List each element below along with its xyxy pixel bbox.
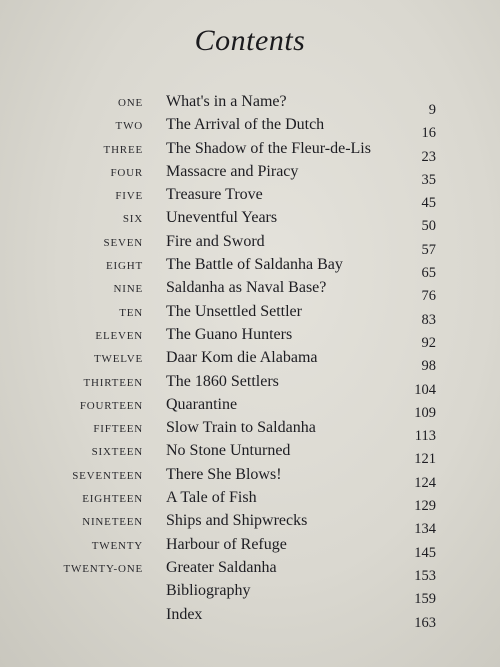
toc-entry — [0, 140, 500, 163]
chapter-number: TWENTY-ONE — [63, 562, 143, 575]
toc-entry — [0, 396, 500, 419]
page-number: 145 — [414, 544, 436, 561]
toc-entry — [0, 442, 500, 468]
page-number: 98 — [421, 358, 436, 375]
chapter-title: Uneventful Years — [166, 209, 278, 227]
page-number: 104 — [414, 381, 436, 398]
chapter-number: SEVEN — [103, 236, 143, 249]
page-number: 45 — [421, 195, 436, 212]
page-number: 23 — [421, 148, 436, 165]
page-number: 109 — [414, 404, 436, 421]
chapter-number: NINETEEN — [82, 516, 143, 529]
chapter-title: Treasure Trove — [166, 186, 263, 204]
toc-entry — [0, 466, 500, 489]
chapter-title: The 1860 Settlers — [166, 372, 279, 390]
toc-entry — [0, 606, 500, 629]
chapter-number: FIVE — [115, 190, 143, 203]
page-number: 83 — [421, 311, 436, 328]
chapter-number: SIXTEEN — [91, 446, 143, 459]
chapter-title: Bibliography — [166, 582, 251, 600]
chapter-number: ELEVEN — [95, 329, 143, 342]
chapter-title: Fire and Sword — [166, 232, 265, 250]
chapter-title: The Unsettled Settler — [166, 302, 302, 320]
chapter-title: There She Blows! — [166, 465, 282, 483]
toc-entry — [0, 373, 500, 396]
chapter-number: ONE — [117, 97, 143, 109]
chapter-number: FOURTEEN — [79, 399, 143, 412]
page-number: 163 — [414, 614, 436, 631]
chapter-number: FIFTEEN — [93, 423, 143, 436]
chapter-title: Greater Saldanha — [166, 558, 277, 576]
chapter-title: The Arrival of the Dutch — [166, 116, 325, 134]
chapter-title: Quarantine — [166, 395, 238, 413]
toc-entry — [0, 256, 500, 282]
chapter-title: No Stone Unturned — [166, 442, 291, 460]
page-number: 50 — [421, 218, 436, 235]
toc-entry — [0, 582, 500, 608]
toc-entry — [0, 233, 500, 256]
chapter-title: A Tale of Fish — [166, 489, 257, 507]
table-of-contents — [0, 93, 500, 629]
page-number: 124 — [414, 474, 436, 491]
chapter-number: TWENTY — [91, 539, 143, 552]
page-number: 92 — [421, 334, 436, 351]
chapter-number: EIGHTEEN — [82, 493, 143, 506]
page-number: 57 — [421, 241, 436, 258]
chapter-title: Slow Train to Saldanha — [166, 419, 316, 437]
page-number: 134 — [414, 521, 436, 538]
page-number: 113 — [414, 428, 436, 445]
page-number: 65 — [421, 265, 436, 282]
chapter-title: The Battle of Saldanha Bay — [166, 256, 343, 274]
chapter-number: TWO — [115, 120, 143, 133]
page-number: 9 — [428, 102, 436, 118]
chapter-title: Index — [166, 605, 203, 623]
page-number: 159 — [414, 591, 436, 608]
chapter-title: Daar Kom die Alabama — [166, 349, 318, 367]
toc-entry — [0, 536, 500, 559]
toc-entry — [0, 326, 500, 349]
chapter-title: The Guano Hunters — [166, 325, 293, 343]
toc-entry — [0, 349, 500, 375]
toc-entry — [0, 489, 500, 515]
page-number: 121 — [414, 451, 436, 468]
toc-entry — [0, 512, 500, 538]
toc-entry — [0, 163, 500, 186]
chapter-title: Harbour of Refuge — [166, 535, 287, 553]
chapter-title: Massacre and Piracy — [166, 162, 299, 180]
toc-entry — [0, 186, 500, 212]
toc-entry — [0, 116, 500, 142]
chapter-number: FOUR — [110, 166, 143, 179]
chapter-title: Saldanha as Naval Base? — [166, 279, 327, 297]
page-number: 129 — [414, 498, 436, 515]
toc-entry — [0, 559, 500, 582]
page-number: 16 — [421, 125, 436, 142]
chapter-title: Ships and Shipwrecks — [166, 512, 308, 530]
chapter-number: EIGHT — [106, 260, 143, 273]
page-number: 153 — [414, 567, 436, 584]
toc-entry — [0, 93, 500, 116]
chapter-number: SIX — [122, 213, 143, 226]
page-number: 76 — [421, 288, 436, 305]
chapter-number: TEN — [119, 306, 143, 319]
toc-entry — [0, 419, 500, 445]
chapter-number: SEVENTEEN — [72, 469, 143, 482]
chapter-title: The Shadow of the Fleur-de-Lis — [166, 139, 371, 157]
chapter-number: NINE — [113, 283, 143, 296]
chapter-number: THREE — [103, 143, 143, 156]
toc-entry — [0, 209, 500, 235]
chapter-number: TWELVE — [94, 353, 143, 366]
chapter-title: What's in a Name? — [166, 93, 287, 110]
chapter-number: THIRTEEN — [83, 376, 143, 389]
toc-entry — [0, 303, 500, 326]
page-number: 35 — [421, 171, 436, 188]
toc-entry — [0, 279, 500, 305]
page-title: Contents — [194, 24, 306, 57]
